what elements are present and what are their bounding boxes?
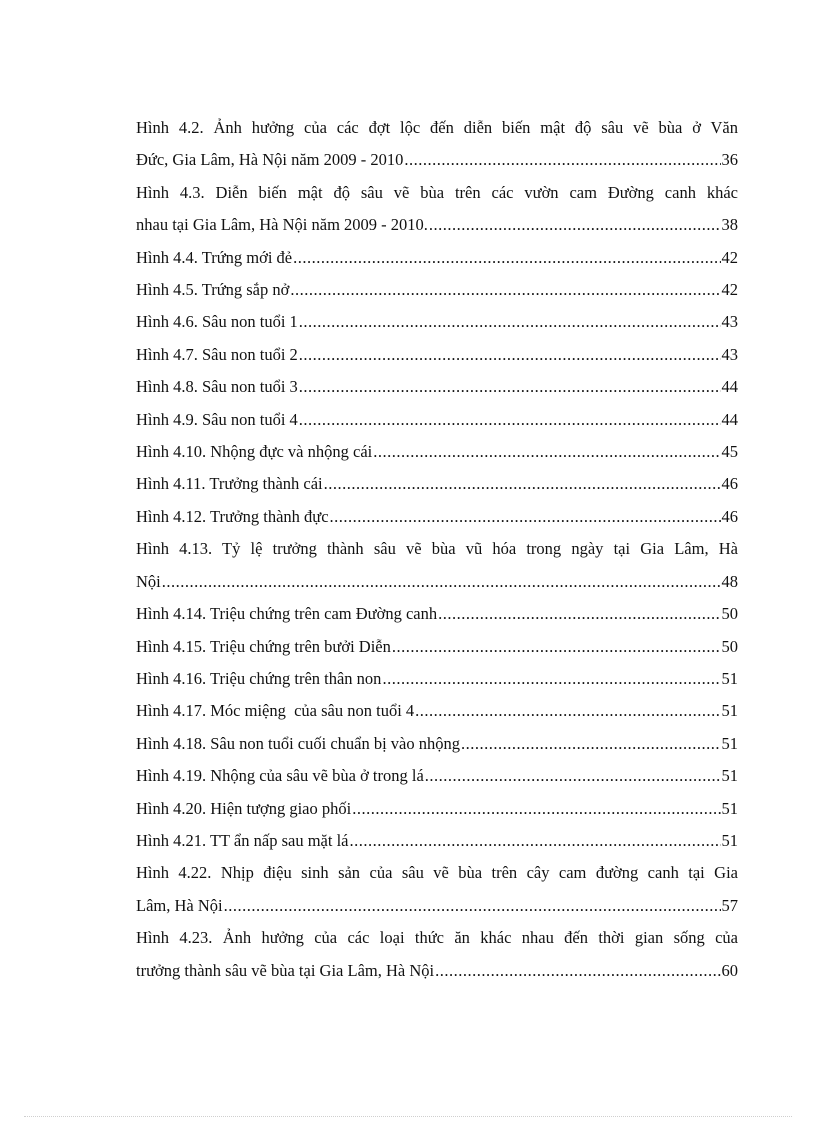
toc-entry-title: Lâm, Hà Nội [136, 895, 223, 915]
dot-leader [373, 436, 720, 468]
toc-entry-leader-line [136, 566, 738, 598]
toc-entry-hinh-4-2 [136, 112, 738, 177]
dot-leader [415, 695, 720, 727]
toc-entry-page: 50 [721, 604, 738, 624]
toc-entry-hinh-4-10 [136, 436, 738, 468]
toc-entry-title: Hình 4.20. Hiện tượng giao phối [136, 798, 352, 818]
list-of-figures [136, 112, 738, 987]
toc-entry-hinh-4-22 [136, 857, 738, 922]
toc-entry-title-line: Hình 4.22. Nhịp điệu sinh sản của sâu vẽ bùa trên cây cam đường canh tại Gia [136, 863, 738, 883]
toc-entry-hinh-4-21 [136, 825, 738, 857]
toc-entry-title: Hình 4.7. Sâu non tuổi 2 [136, 344, 298, 364]
toc-entry-hinh-4-8 [136, 371, 738, 403]
toc-entry-hinh-4-13 [136, 533, 738, 598]
toc-entry-hinh-4-9 [136, 404, 738, 436]
dot-leader [438, 598, 720, 630]
dot-leader [162, 566, 721, 598]
toc-entry-title: Đức, Gia Lâm, Hà Nội năm 2009 - 2010 [136, 150, 404, 170]
dot-leader [299, 404, 721, 436]
toc-entry-page: 45 [721, 442, 738, 462]
toc-entry-hinh-4-17 [136, 695, 738, 727]
toc-entry-title: Hình 4.10. Nhộng đực và nhộng cái [136, 442, 373, 462]
toc-entry-page: 51 [721, 733, 738, 753]
toc-entry-leader-line [136, 890, 738, 922]
toc-entry-leader-line [136, 209, 738, 241]
toc-entry-title: Hình 4.8. Sâu non tuổi 3 [136, 377, 298, 397]
toc-entry-title: Hình 4.6. Sâu non tuổi 1 [136, 312, 298, 332]
toc-entry-page: 51 [721, 830, 738, 850]
toc-entry-hinh-4-6 [136, 306, 738, 338]
toc-entry-page: 42 [721, 280, 738, 300]
dot-leader [290, 274, 720, 306]
toc-entry-hinh-4-20 [136, 793, 738, 825]
toc-entry-hinh-4-11 [136, 468, 738, 500]
dot-leader [404, 144, 720, 176]
toc-entry-hinh-4-14 [136, 598, 738, 630]
toc-entry-hinh-4-16 [136, 663, 738, 695]
toc-entry-title: Hình 4.12. Trưởng thành đực [136, 506, 329, 526]
toc-entry-page: 51 [721, 668, 738, 688]
toc-entry-page: 46 [721, 474, 738, 494]
dot-leader [392, 631, 721, 663]
toc-entry-title-line: Hình 4.3. Diễn biến mật độ sâu vẽ bùa trên các vườn cam Đường canh khác [136, 182, 738, 202]
toc-entry-title-line: Hình 4.2. Ảnh hưởng của các đợt lộc đến diễn biến mật độ sâu vẽ bùa ở Văn [136, 118, 738, 137]
dot-leader [382, 663, 720, 695]
toc-entry-title-line: Hình 4.23. Ảnh hưởng của các loại thức ăn khác nhau đến thời gian sống của [136, 928, 738, 948]
toc-entry-hinh-4-3 [136, 177, 738, 242]
toc-entry-page: 46 [721, 506, 738, 526]
dot-leader [224, 890, 721, 922]
toc-entry-page: 57 [721, 895, 738, 915]
dot-leader [461, 728, 720, 760]
toc-entry-hinh-4-23 [136, 922, 738, 987]
toc-entry-title: Hình 4.21. TT ẩn nấp sau mặt lá [136, 830, 349, 850]
toc-entry-page: 42 [721, 247, 738, 267]
toc-entry-leader-line [136, 144, 738, 176]
toc-entry-title: Hình 4.18. Sâu non tuổi cuối chuẩn bị vào nhộng [136, 733, 461, 753]
toc-entry-hinh-4-15 [136, 631, 738, 663]
toc-entry-title-line: Hình 4.13. Tỷ lệ trưởng thành sâu vẽ bùa vũ hóa trong ngày tại Gia Lâm, Hà [136, 539, 738, 559]
toc-entry-hinh-4-18 [136, 728, 738, 760]
dot-leader [425, 760, 721, 792]
toc-entry-hinh-4-4 [136, 242, 738, 274]
toc-entry-leader-line [136, 955, 738, 987]
toc-entry-title: Hình 4.5. Trứng sắp nở [136, 280, 290, 300]
toc-entry-title: Nội [136, 571, 161, 591]
toc-entry-page: 48 [721, 571, 738, 591]
toc-entry-hinh-4-12 [136, 501, 738, 533]
toc-entry-page: 44 [721, 377, 738, 397]
dot-leader [435, 955, 720, 987]
toc-entry-page: 43 [721, 344, 738, 364]
toc-entry-page: 36 [721, 150, 738, 170]
toc-entry-hinh-4-7 [136, 339, 738, 371]
page-bottom-rule [24, 1116, 792, 1117]
toc-entry-title: Hình 4.19. Nhộng của sâu vẽ bùa ở trong lá [136, 766, 424, 786]
toc-entry-page: 50 [721, 636, 738, 656]
toc-entry-title: Hình 4.11. Trưởng thành cái [136, 474, 323, 494]
dot-leader [429, 209, 721, 241]
toc-entry-title: nhau tại Gia Lâm, Hà Nội năm 2009 - 2010. [136, 215, 428, 235]
toc-entry-page: 38 [721, 215, 738, 235]
toc-entry-title: Hình 4.14. Triệu chứng trên cam Đường canh [136, 604, 438, 624]
toc-entry-title: Hình 4.9. Sâu non tuổi 4 [136, 409, 298, 429]
dot-leader [324, 468, 721, 500]
toc-entry-page: 60 [721, 960, 738, 980]
toc-entry-hinh-4-19 [136, 760, 738, 792]
dot-leader [330, 501, 721, 533]
toc-entry-title: trưởng thành sâu vẽ bùa tại Gia Lâm, Hà Nội [136, 960, 435, 980]
toc-entry-page: 43 [721, 312, 738, 332]
toc-entry-title: Hình 4.15. Triệu chứng trên bưởi Diễn [136, 636, 391, 656]
toc-entry-title: Hình 4.16. Triệu chứng trên thân non [136, 668, 382, 688]
dot-leader [293, 242, 720, 274]
dot-leader [299, 339, 721, 371]
toc-entry-title: Hình 4.17. Móc miệng của sâu non tuổi 4 [136, 701, 415, 721]
dot-leader [352, 793, 720, 825]
dot-leader [299, 306, 721, 338]
dot-leader [349, 825, 720, 857]
dot-leader [299, 371, 721, 403]
toc-entry-page: 51 [721, 798, 738, 818]
toc-entry-page: 44 [721, 409, 738, 429]
toc-entry-title: Hình 4.4. Trứng mới đẻ [136, 247, 293, 267]
toc-entry-hinh-4-5 [136, 274, 738, 306]
toc-entry-page: 51 [721, 701, 738, 721]
toc-entry-page: 51 [721, 766, 738, 786]
